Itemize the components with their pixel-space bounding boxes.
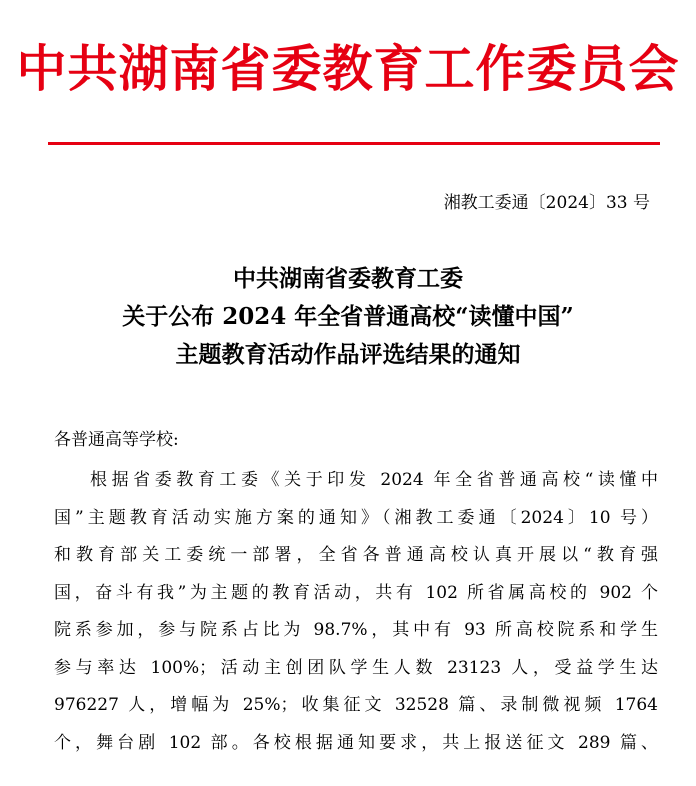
body-line: 个，舞台剧 102 部。各校根据通知要求，共上报送征文 289 篇、 (54, 732, 658, 753)
body-line: 国，奋斗有我”为主题的教育活动，共有 102 所省属高校的 902 个 (54, 582, 658, 603)
body-line: 参与率达 100%；活动主创团队学生人数 23123 人，受益学生达 (54, 657, 658, 678)
body-paragraph (54, 462, 658, 762)
masthead-title: 中共湖南省委教育工作委员会 (16, 40, 680, 98)
title-line-2: 关于公布 2024 年全省普通高校“读懂中国” (122, 303, 574, 330)
body-line: 院系参加，参与院系占比为 98.7%，其中有 93 所高校院系和学生 (54, 620, 658, 640)
document-number: 湘教工委通〔2024〕33 号 (443, 193, 650, 213)
body-line: 国”主题教育活动实施方案的通知》（湘教工委通〔2024〕10 号） (54, 507, 658, 528)
title-line-3: 主题教育活动作品评选结果的通知 (175, 341, 521, 368)
title-line-1: 中共湖南省委教育工委 (233, 265, 463, 292)
red-divider-line (48, 142, 660, 145)
salutation: 各普通高等学校: (54, 430, 179, 450)
body-line: 976227 人，增幅为 25%；收集征文 32528 篇、录制微视频 1764 (54, 695, 658, 715)
body-line: 和教育部关工委统一部署，全省各普通高校认真开展以“教育强 (54, 545, 658, 565)
body-line: 根据省委教育工委《关于印发 2024 年全省普通高校“读懂中 (90, 470, 658, 490)
notice-title (0, 260, 696, 374)
